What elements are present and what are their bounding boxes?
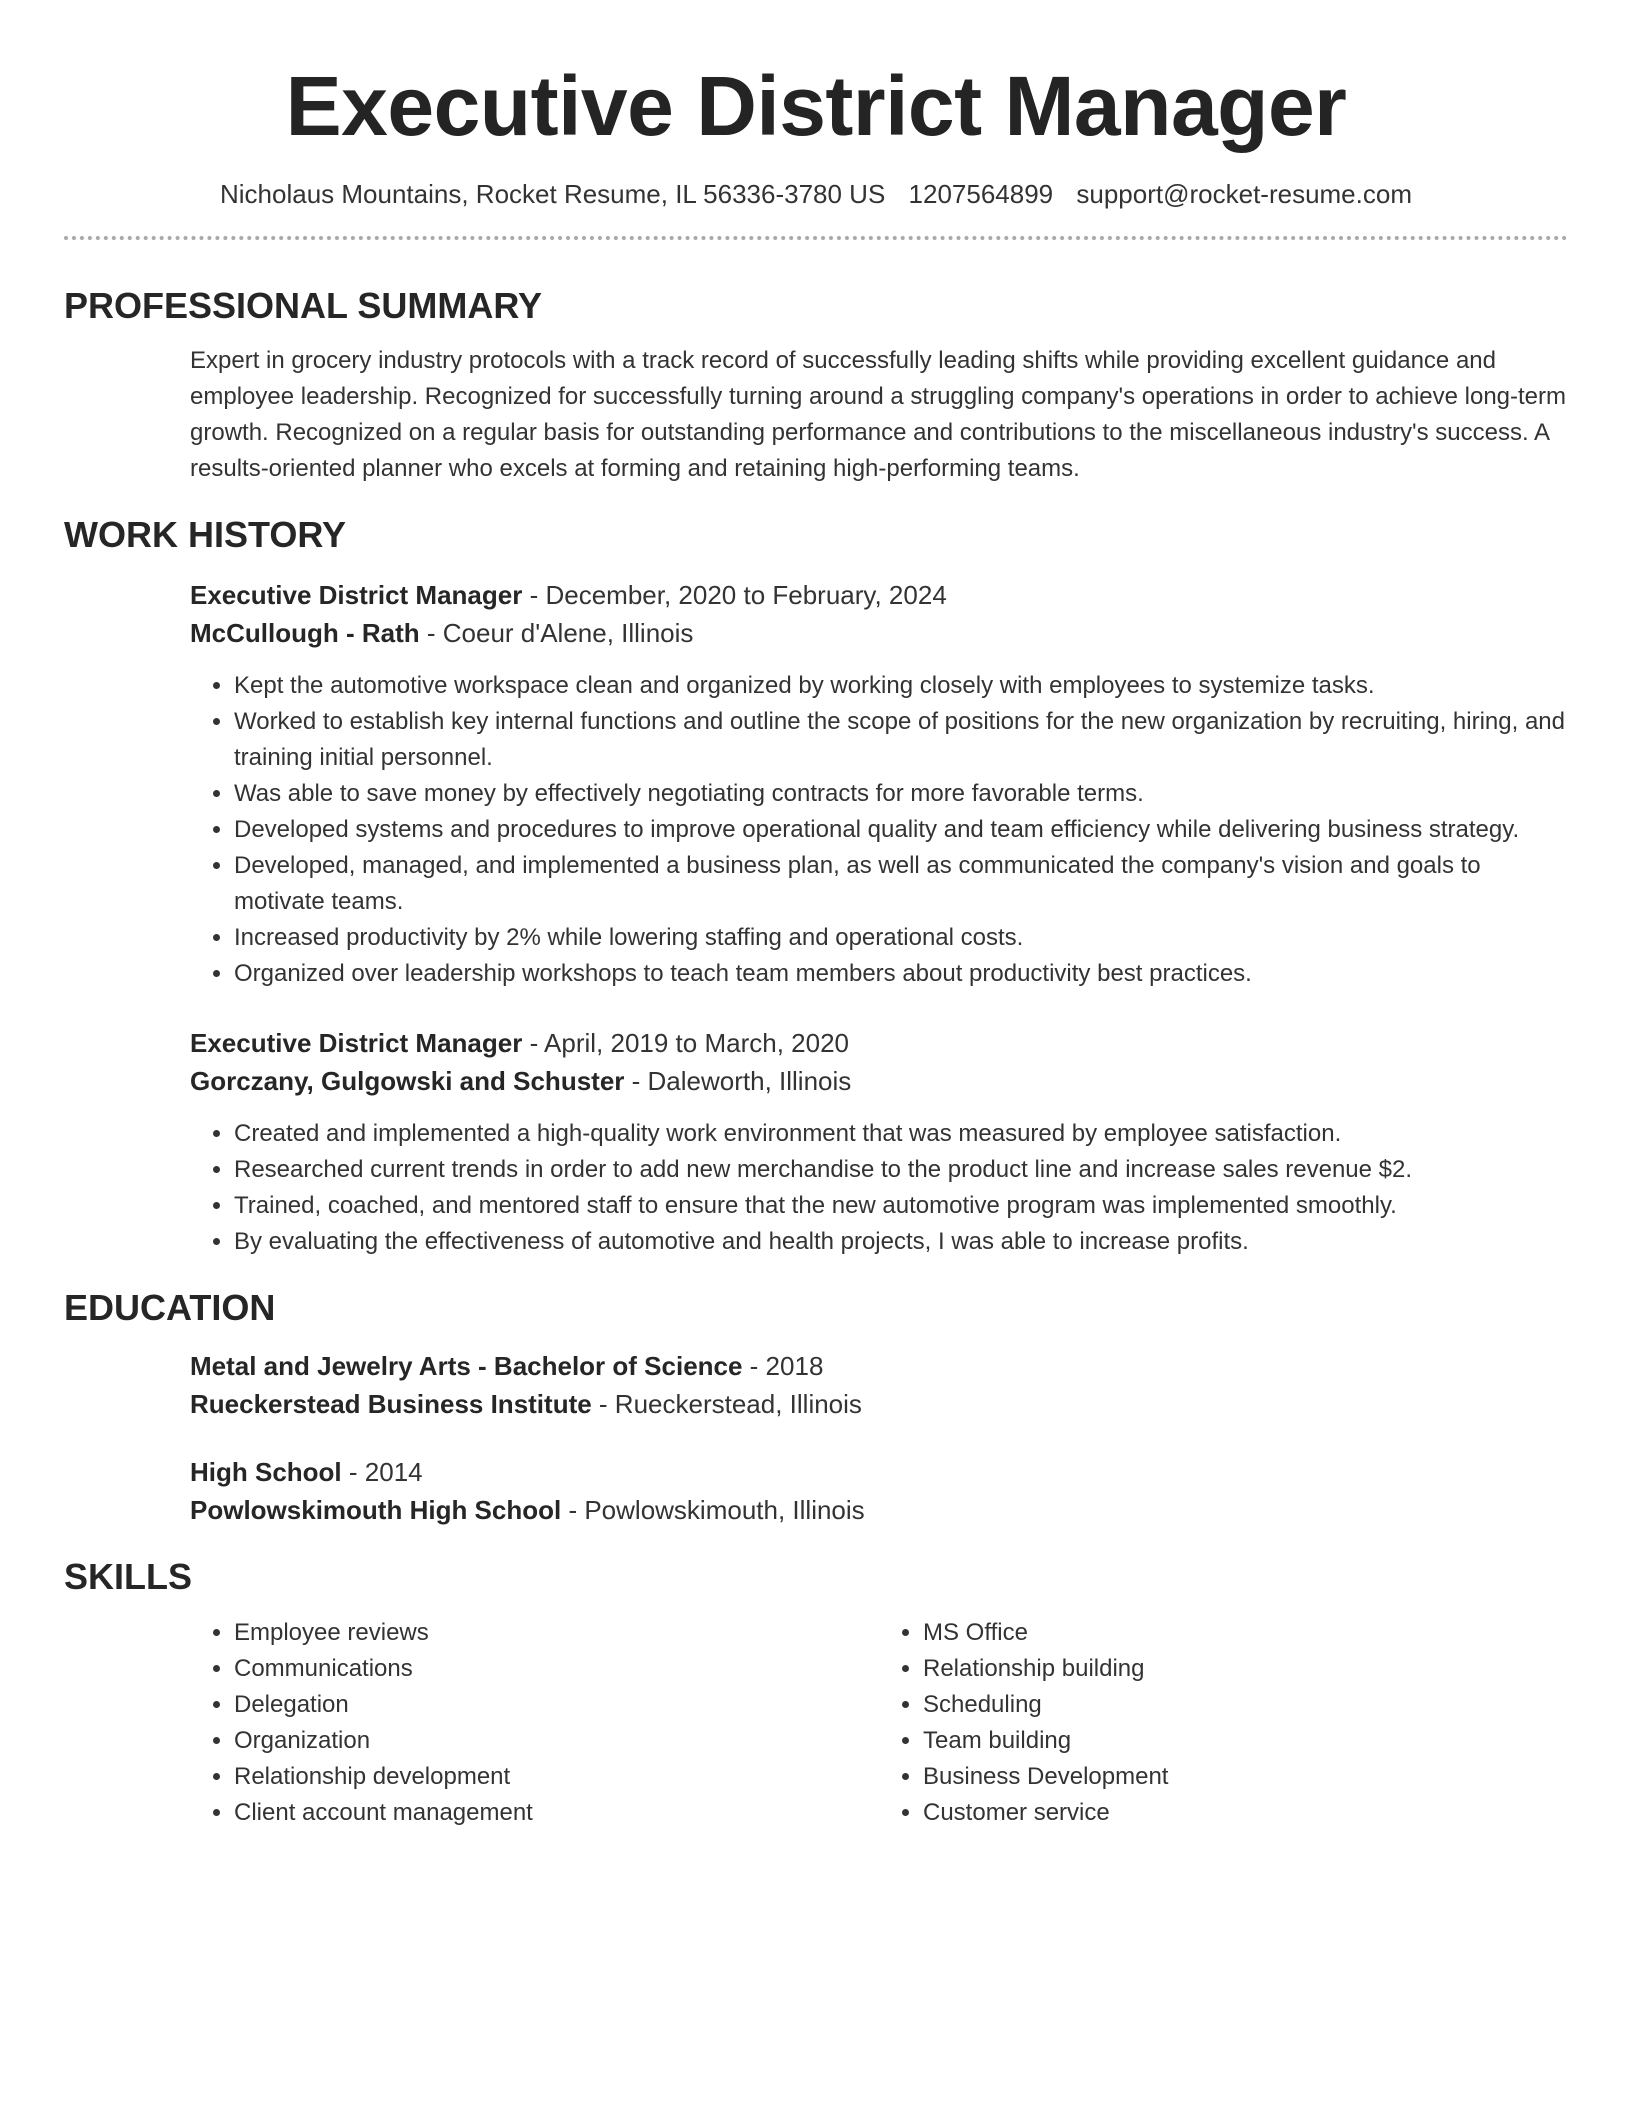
skill-item: • Communications [234,1651,879,1687]
education-entry [190,1347,1568,1423]
job-bullet: • Developed, managed, and implemented a business plan, as well as communicated the company's vision and goals to motivate teams. [234,848,1568,920]
skills-heading: SKILLS [64,1556,193,1598]
job-company: Gorczany, Gulgowski and Schuster [190,1066,625,1097]
job-bullet: • Kept the automotive workspace clean and organized by working closely with employees to systemize tasks. [234,668,1568,704]
job-bullet: • Was able to save money by effectively negotiating contracts for more favorable terms. [234,776,1568,812]
job-role: Executive District Manager [190,1028,523,1059]
job-bullet: • Worked to establish key internal functions and outline the scope of positions for the new organization by recruiting, hiring, and training initial personnel. [234,704,1568,776]
job-location: - Daleworth, Illinois [624,1066,852,1097]
job-bullets [190,668,1568,992]
job-bullet: • By evaluating the effectiveness of automotive and health projects, I was able to increase profits. [234,1224,1568,1260]
contact-email: support@rocket-resume.com [1076,178,1412,209]
contact-line [64,179,1568,210]
job-bullet: • Increased productivity by 2% while lowering staffing and operational costs. [234,920,1568,956]
education-location: - Powlowskimouth, Illinois [561,1495,865,1526]
education-degree: High School [190,1457,342,1488]
skills-list [190,1615,1568,1831]
education-degree: Metal and Jewelry Arts - Bachelor of Science [190,1351,743,1382]
skill-item: • Scheduling [923,1687,1568,1723]
skill-item: • Organization [234,1723,879,1759]
job-title-line [190,576,1568,614]
skill-item: • Client account management [234,1795,879,1831]
summary-heading: PROFESSIONAL SUMMARY [64,284,543,326]
job-entry [190,576,1568,992]
job-role: Executive District Manager [190,580,523,611]
education-year: - 2018 [742,1351,824,1382]
education-degree-line [190,1347,1568,1385]
education-school: Powlowskimouth High School [190,1495,562,1526]
education-location: - Rueckerstead, Illinois [591,1389,862,1420]
job-bullet: • Trained, coached, and mentored staff to ensure that the new automotive program was implemented smoothly. [234,1188,1568,1224]
candidate-name: Executive District Manager [285,59,1347,153]
education-school-line [190,1385,1568,1423]
education-school: Rueckerstead Business Institute [190,1389,592,1420]
job-company-line [190,614,1568,652]
contact-address: Nicholaus Mountains, Rocket Resume, IL 56336-3780 US [220,178,886,209]
job-title-line [190,1024,1568,1062]
skills-column-right [879,1615,1568,1831]
job-bullet: • Organized over leadership workshops to teach team members about productivity best practices. [234,956,1568,992]
job-bullet: • Developed systems and procedures to improve operational quality and team efficiency while delivering business strategy. [234,812,1568,848]
job-bullets [190,1116,1568,1260]
skill-item: • MS Office [923,1615,1568,1651]
education-degree-line [190,1453,1568,1491]
resume-page [64,0,1568,1831]
education-year: - 2014 [341,1457,423,1488]
header-divider [64,236,1568,240]
education-entry [190,1453,1568,1529]
contact-phone: 1207564899 [908,178,1054,209]
skill-item: • Delegation [234,1687,879,1723]
job-company: McCullough - Rath [190,618,420,649]
skill-item: • Team building [923,1723,1568,1759]
work-history-heading: WORK HISTORY [64,513,347,555]
skill-item: • Employee reviews [234,1615,879,1651]
skill-item: • Business Development [923,1759,1568,1795]
skill-item: • Relationship building [923,1651,1568,1687]
education-school-line [190,1491,1568,1529]
job-dates: - April, 2019 to March, 2020 [522,1028,849,1059]
job-bullet: • Researched current trends in order to add new merchandise to the product line and increase sales revenue $2. [234,1152,1568,1188]
job-bullet: • Created and implemented a high-quality work environment that was measured by employee satisfaction. [234,1116,1568,1152]
skills-column-left [190,1615,879,1831]
education-heading: EDUCATION [64,1287,276,1329]
job-location: - Coeur d'Alene, Illinois [419,618,694,649]
skill-item: • Customer service [923,1795,1568,1831]
job-company-line [190,1062,1568,1100]
skill-item: • Relationship development [234,1759,879,1795]
job-dates: - December, 2020 to February, 2024 [522,580,947,611]
job-entry [190,1024,1568,1260]
summary-text: Expert in grocery industry protocols with a track record of successfully leading shifts while providing excellent guidance and employee leadership. Recognized for successfully turning around a struggling company's operations in order to achieve long-term growth. Recognized on a regular basis for outstanding performance and contributions to the miscellaneous industry's success. A results-oriented planner who excels at forming and retaining high-performing teams. [190,346,1567,482]
